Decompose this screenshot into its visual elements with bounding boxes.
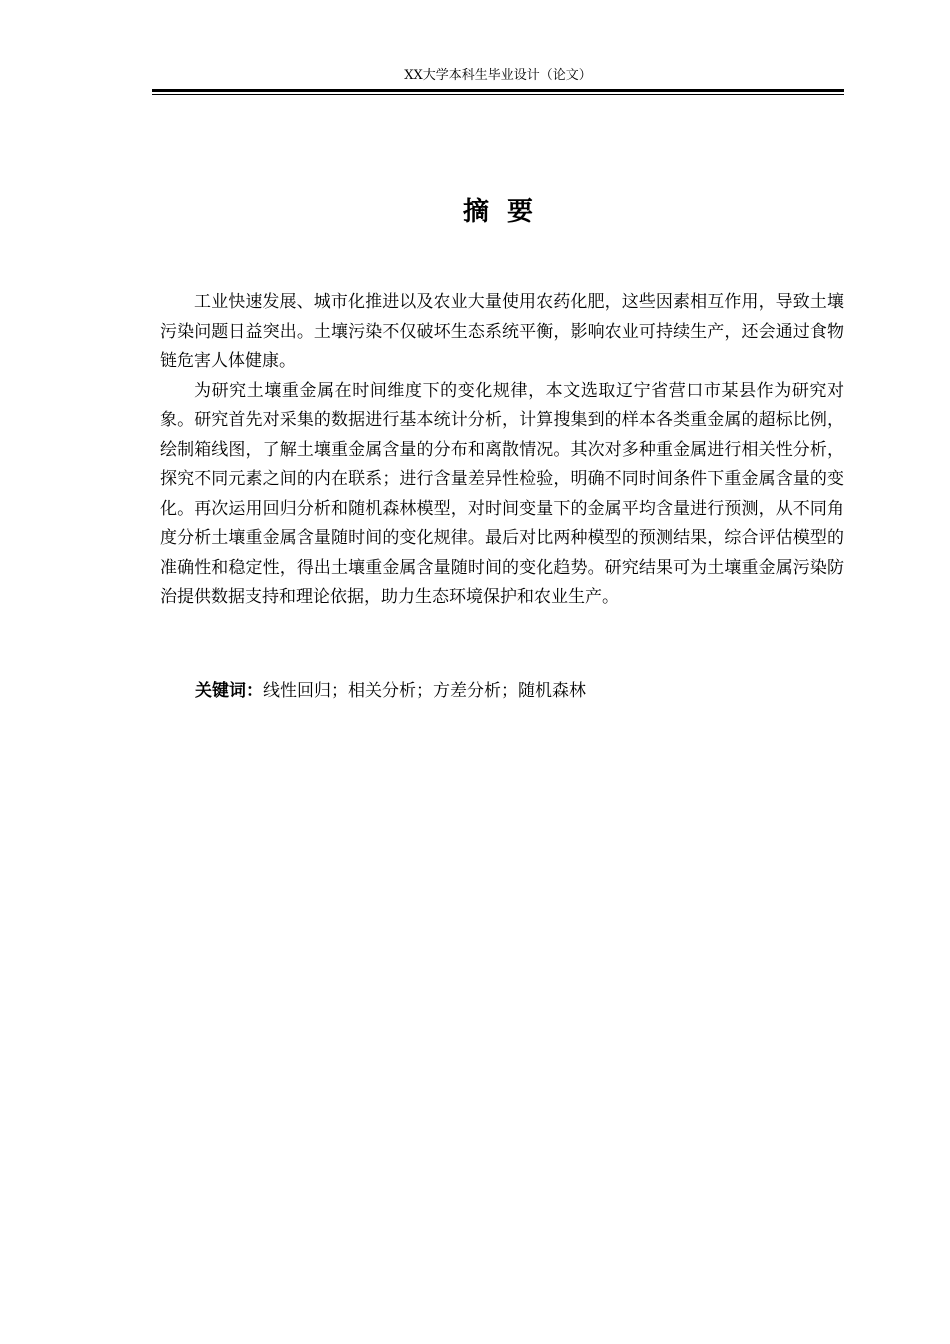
keywords-line xyxy=(195,676,844,706)
header-rule-thin xyxy=(152,94,844,95)
abstract-title: 摘要 xyxy=(462,197,551,227)
keywords-label: 关键词： xyxy=(195,681,263,701)
running-header: XX大学本科生毕业设计（论文） xyxy=(404,68,592,83)
abstract-paragraph: 工业快速发展、城市化推进以及农业大量使用农药化肥，这些因素相互作用，导致土壤污染问题日益突出。土壤污染不仅破坏生态系统平衡，影响农业可持续生产，还会通过食物链危害人体健康。 xyxy=(160,292,844,371)
header-rule-thick xyxy=(152,89,844,92)
abstract-body xyxy=(160,288,844,613)
abstract-paragraph: 为研究土壤重金属在时间维度下的变化规律，本文选取辽宁省营口市某县作为研究对象。研究首先对采集的数据进行基本统计分析，计算搜集到的样本各类重金属的超标比例，绘制箱线图，了解土壤重金属含量的分布和离散情况。其次对多种重金属进行相关性分析，探究不同元素之间的内在联系；进行含量差异性检验，明确不同时间条件下重金属含量的变化。再次运用回归分析和随机森林模型，对时间变量下的金属平均含量进行预测，从不同角度分析土壤重金属含量随时间的变化规律。最后对比两种模型的预测结果，综合评估模型的准确性和稳定性，得出土壤重金属含量随时间的变化趋势。研究结果可为土壤重金属污染防治提供数据支持和理论依据，助力生态环境保护和农业生产。 xyxy=(160,380,844,607)
keywords-list: 线性回归；相关分析；方差分析；随机森林 xyxy=(263,681,586,701)
